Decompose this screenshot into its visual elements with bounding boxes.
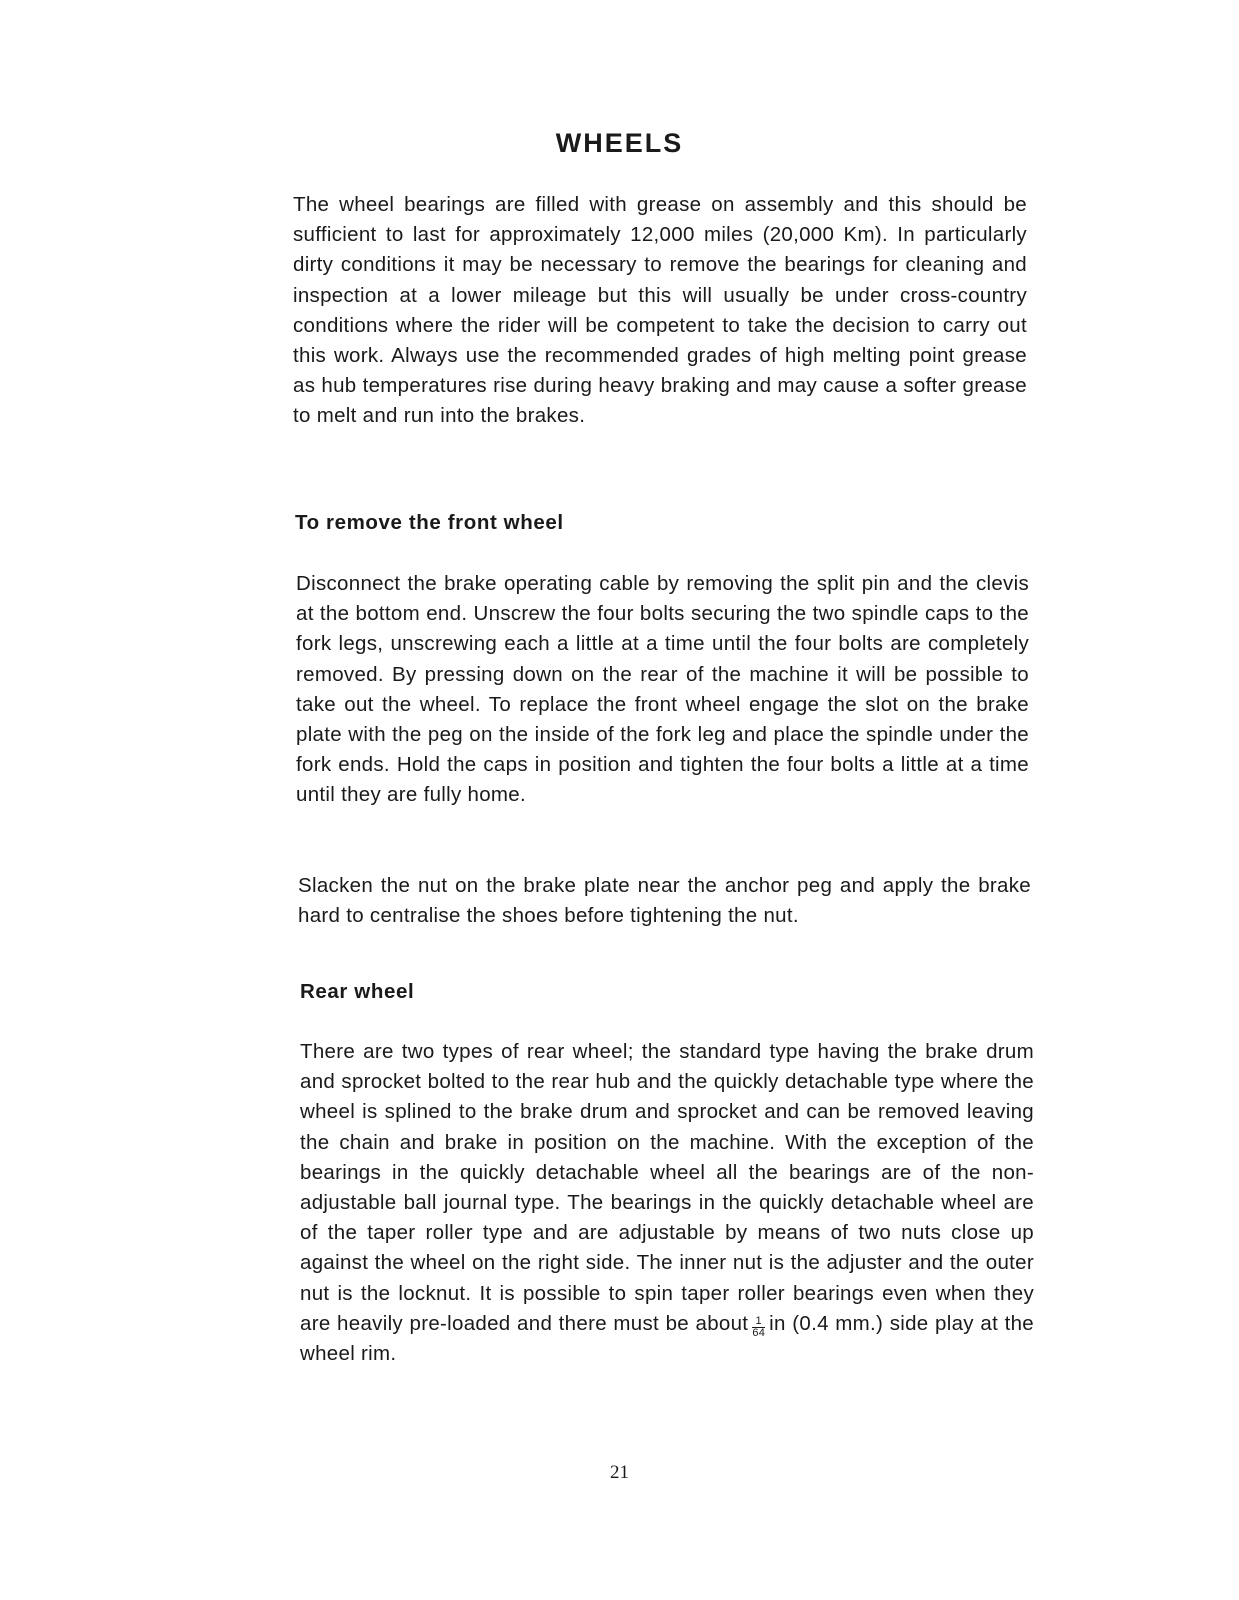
fraction-one-sixty-fourth — [752, 1316, 765, 1339]
front-wheel-heading: To remove the front wheel — [295, 511, 564, 534]
page-title: WHEELS — [555, 128, 684, 158]
rear-wheel-heading: Rear wheel — [300, 980, 415, 1003]
fraction-denominator: 64 — [752, 1326, 766, 1339]
fraction-numerator: 1 — [752, 1316, 765, 1328]
rear-wheel-paragraph-text: There are two types of rear wheel; the standard type having the brake drum and sprocket bolted to the rear hub and the quickly detachable type where the wheel is splined to the brake drum and sprocket and can be removed leaving the chain and brake in position on the machine. With the exception of the bearings in the quickly detachable wheel all the bearings are of the non-adjustable ball journal type. The bearings in the quickly detachable wheel are of the taper roller type and are adjustable by means of two nuts close up against the wheel on the right side. The inner nut is the adjuster and the outer nut is the locknut. It is possible to spin taper roller bearings even when they are heavily pre-loaded and there must be about — [300, 1040, 1034, 1335]
page-number: 21 — [610, 1462, 629, 1483]
rear-wheel-paragraph-tail: in (0.4 mm.) side play at the wheel rim. — [300, 1311, 1034, 1366]
brake-centralise-paragraph: Slacken the nut on the brake plate near the anchor peg and apply the brake hard to centralise the shoes before tightening the nut. — [298, 874, 1031, 928]
rear-wheel-paragraph — [300, 1037, 1034, 1369]
front-wheel-paragraph: Disconnect the brake operating cable by removing the split pin and the clevis at the bottom end. Unscrew the four bolts securing the two spindle caps to the fork legs, unscrewing each a little at a time until the four bolts are completely removed. By pressing down on the rear of the machine it will be possible to take out the wheel. To replace the front wheel engage the slot on the brake plate with the peg on the inside of the fork leg and place the spindle under the fork ends. Hold the caps in position and tighten the four bolts a little at a time until they are fully home. — [296, 572, 1029, 807]
intro-paragraph: The wheel bearings are filled with grease on assembly and this should be sufficient to last for approximately 12,000 miles (20,000 Km). In particularly dirty conditions it may be necessary to remove the bearings for cleaning and inspection at a lower mileage but this will usually be under cross-country conditions where the rider will be competent to take the decision to carry out this work. Always use the recommended grades of high melting point grease as hub temperatures rise during heavy braking and may cause a softer grease to melt and run into the brakes. — [293, 193, 1027, 428]
